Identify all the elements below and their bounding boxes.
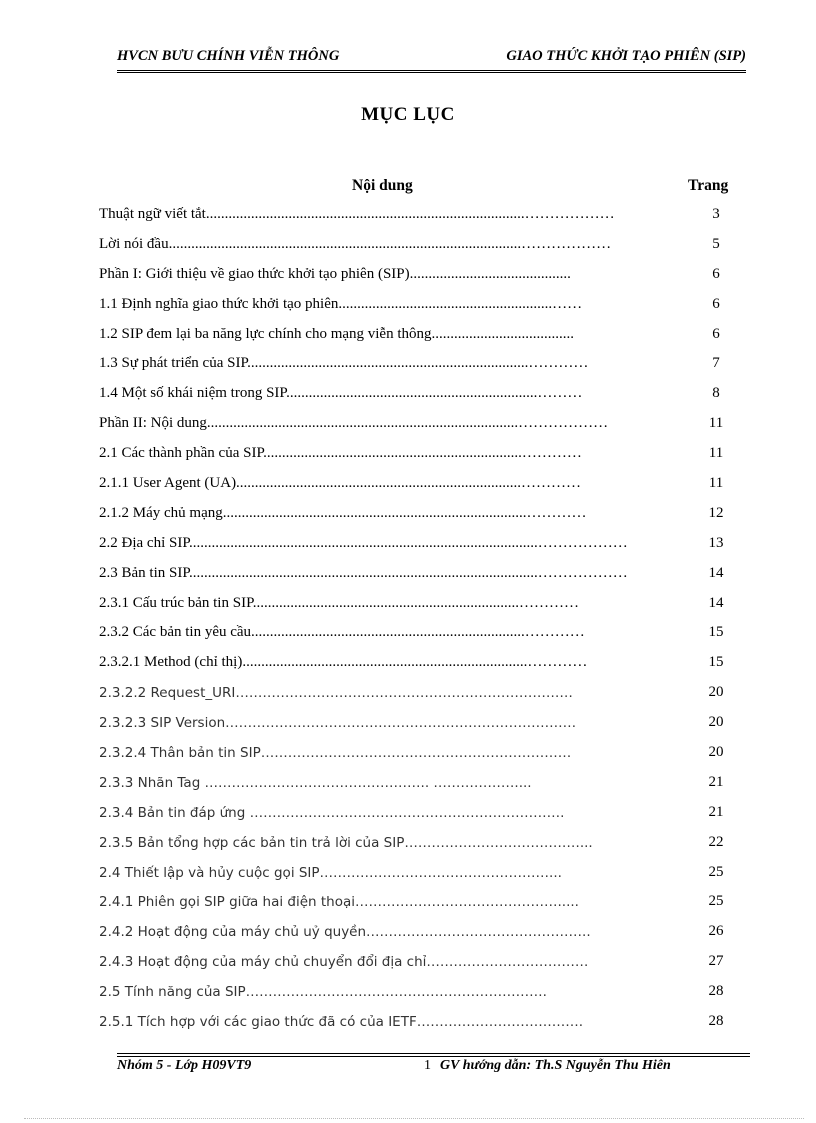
toc-entry[interactable] [99,768,749,798]
toc-entry-page: 22 [708,833,724,850]
toc-entry-text: Lời nói đầu..............................................................................................……………… [99,235,612,252]
toc-entry-text: 1.1 Định nghĩa giao thức khởi tạo phiên.........................................................…… [99,295,583,312]
toc-entry-page: 11 [708,445,724,462]
header-right: GIAO THỨC KHỞI TẠO PHIÊN (SIP) [506,48,746,64]
toc-entry-text: 2.3.2.2 Request_URI………………………………………………………………… [99,685,573,702]
toc-entry-text: Thuật ngữ viết tắt.....................................................................................……………… [99,206,615,222]
toc-entry[interactable] [99,708,749,738]
toc-entry-text: 2.3.2.1 Method (chỉ thị)............................................................................………… [99,654,588,671]
toc-entry[interactable] [99,439,749,469]
toc-entry[interactable] [99,618,749,648]
footer-left: Nhóm 5 - Lớp H09VT9 [117,1058,252,1073]
toc-entry[interactable] [99,589,749,619]
toc-entry-page: 13 [708,534,724,551]
toc-entry[interactable] [99,559,749,589]
toc-entry-text: 2.4.2 Hoạt động của máy chủ uỷ quyền………………………………………….. [99,924,591,941]
toc-entry-text: 2.4.1 Phiên gọi SIP giữa hai điện thoại………………………………………..... [99,894,579,911]
toc-entry-text: 2.1.2 Máy chủ mạng.................................................................................………… [99,504,587,521]
page-bottom-border [24,1118,804,1119]
toc-entry-text: 2.3.2.3 SIP Version…………………………………………………………………… [99,715,577,732]
toc-entry-page: 3 [712,206,720,222]
toc-entry-page: 20 [708,714,724,731]
toc-entry-text: 1.4 Một số khái niệm trong SIP...................................................................……… [99,385,583,402]
toc-entry-page: 28 [708,1013,724,1030]
toc-entry[interactable] [99,320,749,350]
toc-entry[interactable] [99,648,749,678]
toc-entry-page: 14 [708,594,724,611]
toc-entry-page: 8 [712,385,720,402]
toc-entry-text: 2.2 Địa chỉ SIP.............................................................................................……………… [99,534,628,551]
footer-rule [117,1053,750,1057]
toc-entry[interactable] [99,469,749,499]
toc-entry-page: 26 [708,923,724,940]
page-number: 1 [424,1058,431,1073]
column-header-content: Nội dung [352,177,413,194]
table-of-contents [99,200,749,1037]
toc-entry-text: 1.2 SIP đem lại ba năng lực chính cho mạng viễn thông...................................... [99,325,575,342]
toc-entry-page: 5 [712,235,720,252]
toc-entry[interactable] [99,678,749,708]
page-header [117,48,746,70]
toc-entry[interactable] [99,917,749,947]
toc-entry-text: 2.1 Các thành phần của SIP.....................................................................………… [99,445,582,462]
toc-entry-text: 2.3.1 Cấu trúc bản tin SIP.......................................................................………… [99,594,579,611]
toc-entry-text: 2.3.2.4 Thân bản tin SIP…………………………………………………………… [99,745,572,762]
header-rule [117,70,746,73]
toc-entry-text: 2.3 Bản tin SIP.............................................................................................……………… [99,564,628,581]
toc-entry-page: 20 [708,744,724,761]
page-title: MỤC LỤC [361,104,455,125]
footer-right: GV hướng dẫn: Th.S Nguyễn Thu Hiên [440,1058,671,1073]
toc-entry[interactable] [99,499,749,529]
toc-entry-page: 25 [708,863,724,880]
toc-entry[interactable] [99,290,749,320]
toc-entry-text: Phần II: Nội dung...................................................................................……………… [99,415,609,432]
toc-entry[interactable] [99,947,749,977]
toc-entry[interactable] [99,379,749,409]
toc-entry-page: 11 [708,415,724,432]
toc-entry-page: 27 [708,953,724,970]
toc-entry[interactable] [99,828,749,858]
toc-entry-page: 6 [712,325,720,342]
header-left: HVCN BƯU CHÍNH VIỄN THÔNG [117,48,340,64]
toc-entry-text: 2.4.3 Hoạt động của máy chủ chuyển đổi địa chỉ……………………………… [99,954,589,971]
column-header-page: Trang [688,177,729,194]
toc-entry[interactable] [99,738,749,768]
toc-entry-page: 28 [708,983,724,1000]
toc-entry-text: 2.4 Thiết lập và hủy cuộc gọi SIP……………………………………………... [99,864,562,881]
toc-entry-text: 2.3.5 Bản tổng hợp các bản tin trả lời của SIP…………………………………... [99,834,593,851]
toc-entry-text: 2.3.3 Nhãn Tag ………………………………………….. ……………….... [99,774,532,791]
toc-entry-page: 12 [708,504,724,521]
toc-entry-text: 2.5.1 Tích hợp với các giao thức đã có của IETF………………………………. [99,1014,584,1031]
toc-entry[interactable] [99,1007,749,1037]
toc-entry-text: Phần I: Giới thiệu về giao thức khởi tạo phiên (SIP)........................................... [99,265,571,282]
toc-entry[interactable] [99,977,749,1007]
toc-entry[interactable] [99,230,749,260]
toc-entry-text: 2.5 Tính năng của SIP…………………………………………………………. [99,984,547,1001]
toc-entry[interactable] [99,858,749,888]
toc-entry-text: 2.3.4 Bản tin đáp ứng ……………………………………………………………. [99,804,565,821]
toc-entry-text: 2.1.1 User Agent (UA)............................................................................………… [99,475,582,492]
toc-entry-page: 11 [708,475,724,492]
toc-entry-page: 7 [712,355,720,372]
toc-entry-page: 21 [708,803,724,820]
toc-entry[interactable] [99,349,749,379]
toc-entry-text: 1.3 Sự phát triển của SIP...........................................................................………… [99,355,589,372]
toc-entry[interactable] [99,798,749,828]
toc-entry-page: 21 [708,773,724,790]
toc-entry-page: 15 [708,654,724,671]
toc-entry[interactable] [99,409,749,439]
toc-entry-page: 15 [708,624,724,641]
toc-entry-page: 6 [712,295,720,312]
toc-entry-text: 2.3.2 Các bản tin yêu cầu.........................................................................………… [99,624,585,641]
toc-entry-page: 6 [712,265,720,282]
toc-entry[interactable] [99,529,749,559]
toc-entry[interactable] [99,887,749,917]
toc-entry[interactable] [99,260,749,290]
toc-entry-page: 20 [708,684,724,701]
toc-entry-page: 14 [708,564,724,581]
toc-entry[interactable] [99,200,749,230]
toc-entry-page: 25 [708,893,724,910]
